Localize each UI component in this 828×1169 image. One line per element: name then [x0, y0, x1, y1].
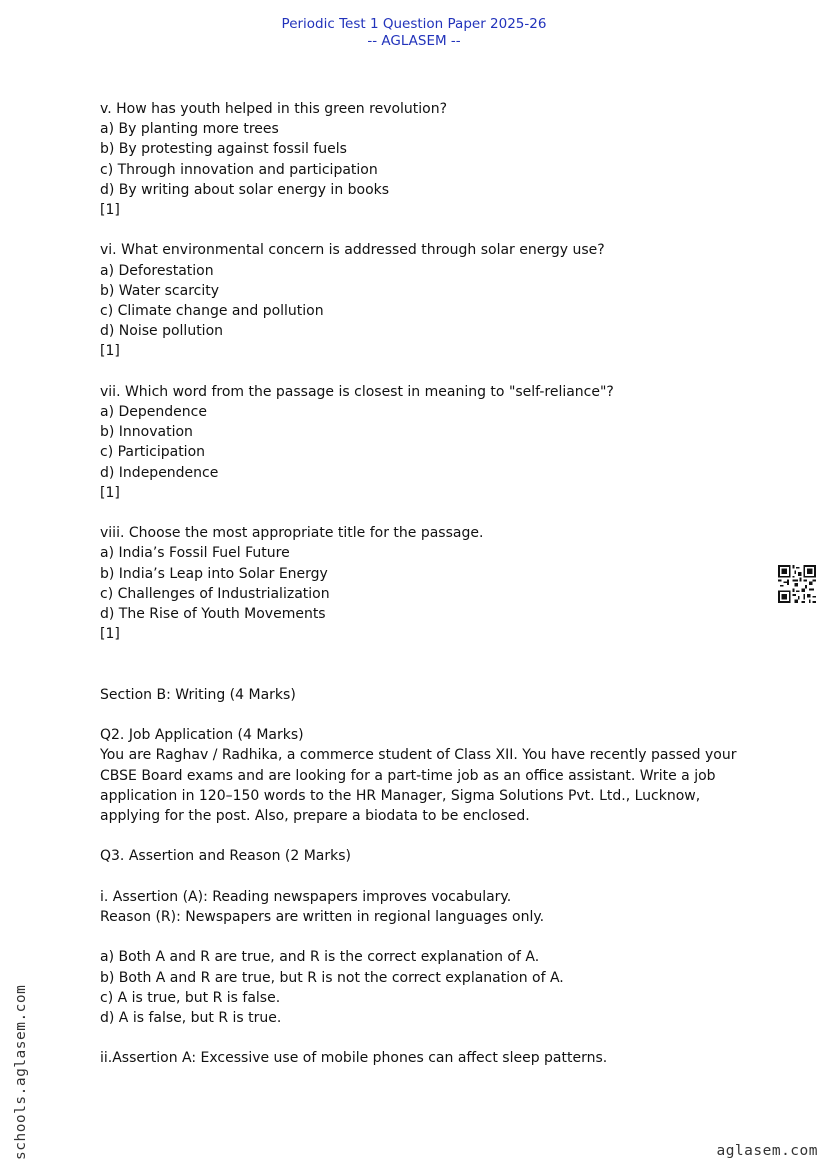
- source-label: -- AGLASEM --: [367, 33, 461, 49]
- option-a: a) By planting more trees: [100, 121, 279, 138]
- option-d: d) The Rise of Youth Movements: [100, 606, 326, 623]
- option-a: a) India’s Fossil Fuel Future: [100, 545, 290, 562]
- q2-line: applying for the post. Also, prepare a biodata to be enclosed.: [100, 808, 530, 825]
- option-d: d) A is false, but R is true.: [100, 1010, 282, 1027]
- assertion-2: ii.Assertion A: Excessive use of mobile phones can affect sleep patterns.: [100, 1050, 608, 1067]
- option-c: c) Through innovation and participation: [100, 161, 378, 178]
- q2-line: You are Raghav / Radhika, a commerce student of Class XII. You have recently passed your: [100, 747, 737, 764]
- option-d: d) Noise pollution: [100, 323, 224, 340]
- q2-line: CBSE Board exams and are looking for a part-time job as an office assistant. Write a job: [100, 767, 716, 784]
- question-block-viii: [100, 523, 780, 644]
- option-b: b) Innovation: [100, 424, 193, 441]
- question-block-vii: [100, 382, 780, 503]
- option-d: d) By writing about solar energy in books: [100, 181, 390, 198]
- q3-title: Q3. Assertion and Reason (2 Marks): [100, 848, 351, 865]
- option-c: c) Challenges of Industrialization: [100, 585, 330, 602]
- page-header: [0, 16, 828, 50]
- question-content: [100, 99, 780, 1069]
- question-text: vi. What environmental concern is addressed through solar energy use?: [100, 242, 605, 259]
- option-d: d) Independence: [100, 464, 219, 481]
- marks-label: [1]: [100, 343, 120, 360]
- option-b: b) India’s Leap into Solar Energy: [100, 565, 328, 582]
- footer-url: aglasem.com: [716, 1143, 818, 1159]
- option-b: b) Both A and R are true, but R is not the correct explanation of A.: [100, 969, 564, 986]
- option-c: c) Climate change and pollution: [100, 303, 324, 320]
- option-b: b) Water scarcity: [100, 282, 220, 299]
- option-c: c) Participation: [100, 444, 206, 461]
- q2-job-application: [100, 725, 780, 826]
- q3-assertion-reason: [100, 846, 780, 1068]
- paper-title: Periodic Test 1 Question Paper 2025-26: [281, 16, 547, 32]
- question-block-vi: [100, 240, 780, 361]
- question-text: viii. Choose the most appropriate title for the passage.: [100, 525, 484, 542]
- marks-label: [1]: [100, 484, 120, 501]
- q2-title: Q2. Job Application (4 Marks): [100, 727, 304, 744]
- option-c: c) A is true, but R is false.: [100, 989, 281, 1006]
- question-block-v: [100, 99, 780, 220]
- marks-label: [1]: [100, 202, 120, 219]
- option-a: a) Deforestation: [100, 262, 214, 279]
- side-watermark-url: schools.aglasem.com: [13, 984, 29, 1160]
- option-b: b) By protesting against fossil fuels: [100, 141, 347, 158]
- q2-line: application in 120–150 words to the HR Manager, Sigma Solutions Pvt. Ltd., Lucknow,: [100, 787, 701, 804]
- marks-label: [1]: [100, 626, 120, 643]
- section-b-heading: Section B: Writing (4 Marks): [100, 686, 296, 703]
- question-text: vii. Which word from the passage is closest in meaning to "self-reliance"?: [100, 383, 614, 400]
- assertion-1: i. Assertion (A): Reading newspapers improves vocabulary.: [100, 888, 512, 905]
- option-a: a) Both A and R are true, and R is the correct explanation of A.: [100, 949, 540, 966]
- reason-1: Reason (R): Newspapers are written in regional languages only.: [100, 909, 545, 926]
- qr-code-icon: [778, 565, 816, 603]
- question-text: v. How has youth helped in this green revolution?: [100, 101, 448, 117]
- option-a: a) Dependence: [100, 404, 207, 421]
